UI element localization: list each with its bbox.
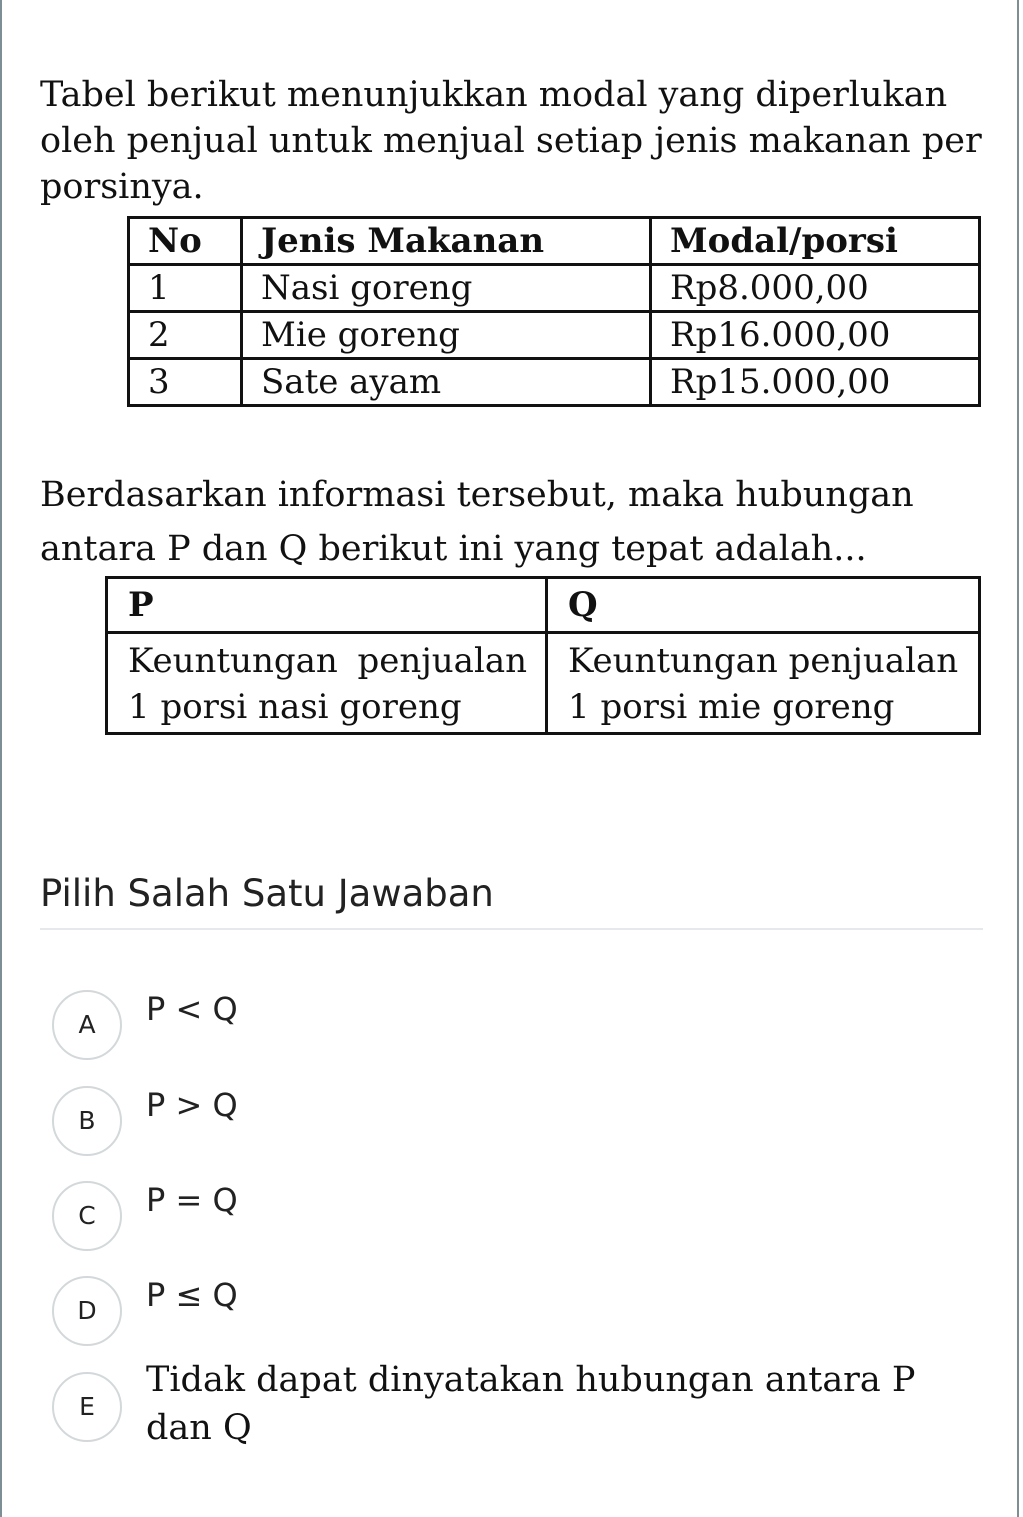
option-text[interactable]: P > Q: [146, 1086, 238, 1124]
option-text[interactable]: Tidak dapat dinyatakan hubungan antara P dan Q: [146, 1360, 916, 1448]
header-jenis-makanan: Jenis Makanan: [242, 218, 651, 265]
pq-comparison-table: [105, 576, 981, 735]
cell-no: 1: [129, 265, 242, 312]
cell-modal: Rp15.000,00: [651, 359, 980, 406]
question-intro: Tabel berikut menunjukkan modal yang diperlukan oleh penjual untuk menjual setiap jenis makanan per porsinya.: [40, 75, 982, 207]
header-p: P: [107, 578, 547, 633]
option-text[interactable]: P < Q: [146, 990, 238, 1028]
table-row: [129, 312, 980, 359]
cell-jenis: Sate ayam: [242, 359, 651, 406]
header-q: Q: [547, 578, 980, 633]
cell-no: 2: [129, 312, 242, 359]
menu-cost-table: [127, 216, 981, 407]
option-letter-badge[interactable]: A: [52, 990, 122, 1060]
frame-border-left: [0, 0, 2, 1517]
frame-border-right: [1017, 0, 1019, 1517]
option-text[interactable]: P = Q: [146, 1181, 238, 1219]
cell-jenis: Nasi goreng: [242, 265, 651, 312]
table-row: [107, 633, 980, 734]
cell-modal: Rp8.000,00: [651, 265, 980, 312]
option-letter-badge[interactable]: C: [52, 1181, 122, 1251]
table-header-row: [129, 218, 980, 265]
table-row: [129, 265, 980, 312]
option-text[interactable]: P ≤ Q: [146, 1276, 238, 1314]
divider: [40, 928, 983, 930]
choose-answer-heading: Pilih Salah Satu Jawaban: [40, 872, 494, 915]
table-header-row: [107, 578, 980, 633]
cell-no: 3: [129, 359, 242, 406]
cell-p: Keuntungan penjualan 1 porsi nasi goreng: [107, 633, 547, 734]
option-letter-badge[interactable]: D: [52, 1276, 122, 1346]
cell-jenis: Mie goreng: [242, 312, 651, 359]
option-letter-badge[interactable]: B: [52, 1086, 122, 1156]
header-modal-porsi: Modal/porsi: [651, 218, 980, 265]
header-no: No: [129, 218, 242, 265]
cell-modal: Rp16.000,00: [651, 312, 980, 359]
table-row: [129, 359, 980, 406]
question-text: Berdasarkan informasi tersebut, maka hubungan antara P dan Q berikut ini yang tepat adalah...: [40, 475, 914, 569]
option-letter-badge[interactable]: E: [52, 1372, 122, 1442]
cell-q: Keuntungan penjualan 1 porsi mie goreng: [547, 633, 980, 734]
